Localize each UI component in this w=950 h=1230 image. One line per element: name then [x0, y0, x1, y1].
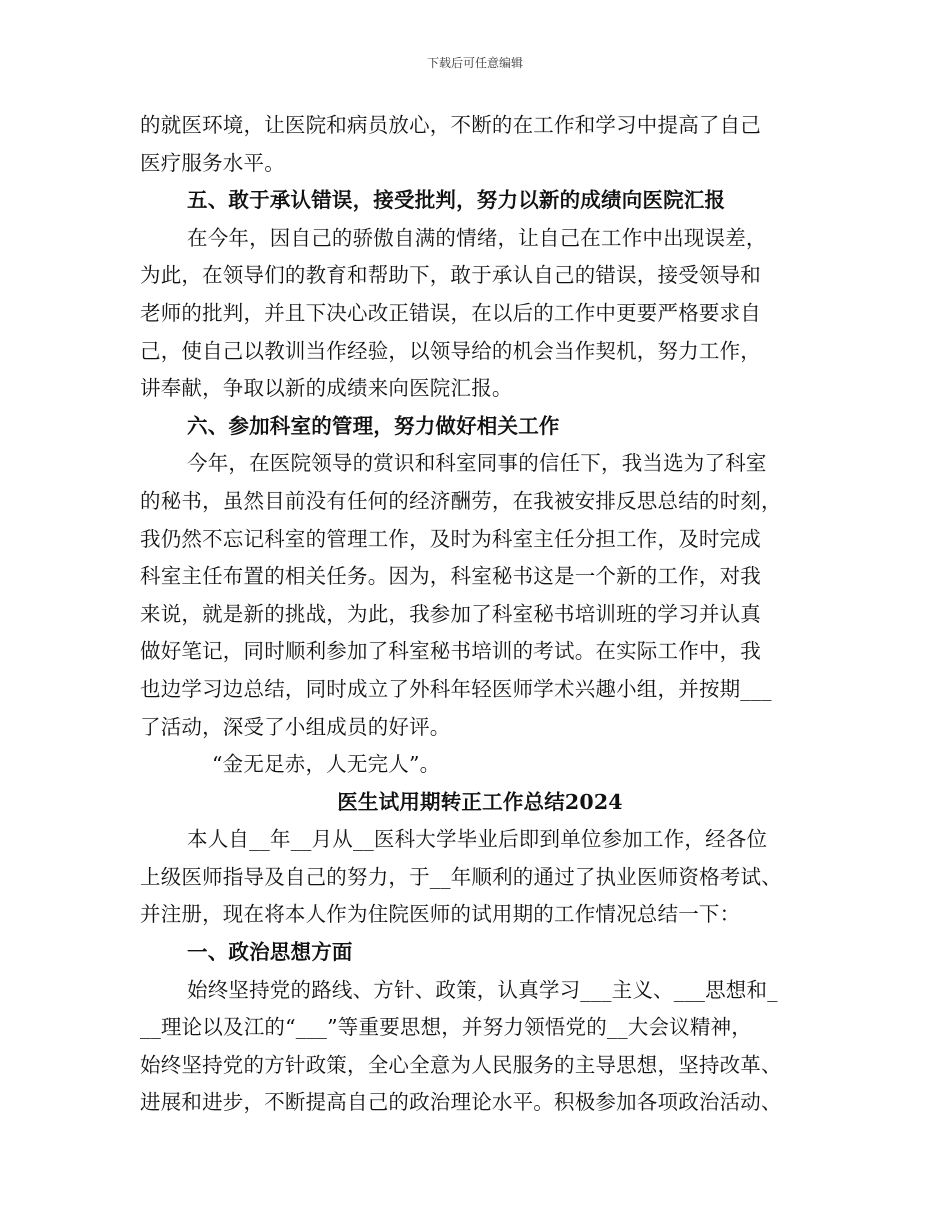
paragraph-line: 进展和进步，不断提高自己的政治理论水平。积极参加各项政治活动、	[140, 1090, 782, 1115]
paragraph-line: 也边学习边总结，同时成立了外科年轻医师学术兴趣小组，并按期___	[140, 676, 772, 701]
paragraph-line: 今年，在医院领导的赏识和科室同事的信任下，我当选为了科室	[187, 451, 767, 476]
section-heading: 六、参加科室的管理，努力做好相关工作	[187, 413, 560, 438]
paragraph-line: 并注册，现在将本人作为住院医师的试用期的工作情况总结一下：	[140, 902, 741, 927]
paragraph-line: 做好笔记，同时顺利参加了科室秘书培训的考试。在实际工作中，我	[140, 639, 761, 664]
paragraph-line: 的秘书，虽然目前没有任何的经济酬劳，在我被安排反思总结的时刻，	[140, 488, 782, 513]
section-heading: 一、政治思想方面	[187, 940, 353, 965]
paragraph-line: 为此，在领导们的教育和帮助下，敢于承认自己的错误，接受领导和	[140, 263, 761, 288]
paragraph-line: __理论以及江的“___”等重要思想，并努力领悟党的__大会议精神，	[140, 1015, 753, 1040]
paragraph-line: 讲奉献，争取以新的成绩来向医院汇报。	[140, 376, 513, 401]
section-heading: 五、敢于承认错误，接受批判，努力以新的成绩向医院汇报	[187, 188, 726, 213]
paragraph-line: 始终坚持党的方针政策，全心全意为人民服务的主导思想，坚持改革、	[140, 1052, 782, 1077]
paragraph-line: 的就医环境，让医院和病员放心，不断的在工作和学习中提高了自己	[140, 113, 761, 137]
paragraph-line: 本人自__年__月从__医科大学毕业后即到单位参加工作，经各位	[187, 827, 768, 852]
paragraph-line: 己，使自己以教训当作经验，以领导给的机会当作契机，努力工作，	[140, 338, 761, 363]
paragraph-line: 来说，就是新的挑战，为此，我参加了科室秘书培训班的学习并认真	[140, 601, 761, 626]
paragraph-line: 医疗服务水平。	[140, 150, 285, 175]
page-header: 下载后可任意编辑	[426, 56, 523, 70]
paragraph-line: 上级医师指导及自己的努力，于__年顺利的通过了执业医师资格考试、	[140, 864, 782, 889]
paragraph-line: 老师的批判，并且下决心改正错误，在以后的工作中更要严格要求自	[140, 300, 761, 325]
paragraph-line: 我仍然不忘记科室的管理工作，及时为科室主任分担工作，及时完成	[140, 526, 761, 551]
paragraph-line: “金无足赤，人无完人”。	[212, 752, 441, 777]
paragraph-line: 在今年，因自己的骄傲自满的情绪，让自己在工作中出现误差，	[187, 225, 767, 250]
document-title: 医生试用期转正工作总结2024	[337, 789, 623, 814]
paragraph-line: 了活动，深受了小组成员的好评。	[140, 714, 451, 739]
paragraph-line: 始终坚持党的路线、方针、政策，认真学习___主义、___思想和_	[187, 977, 778, 1002]
paragraph-line: 科室主任布置的相关任务。因为，科室秘书这是一个新的工作，对我	[140, 564, 761, 589]
document-body	[140, 107, 820, 1122]
